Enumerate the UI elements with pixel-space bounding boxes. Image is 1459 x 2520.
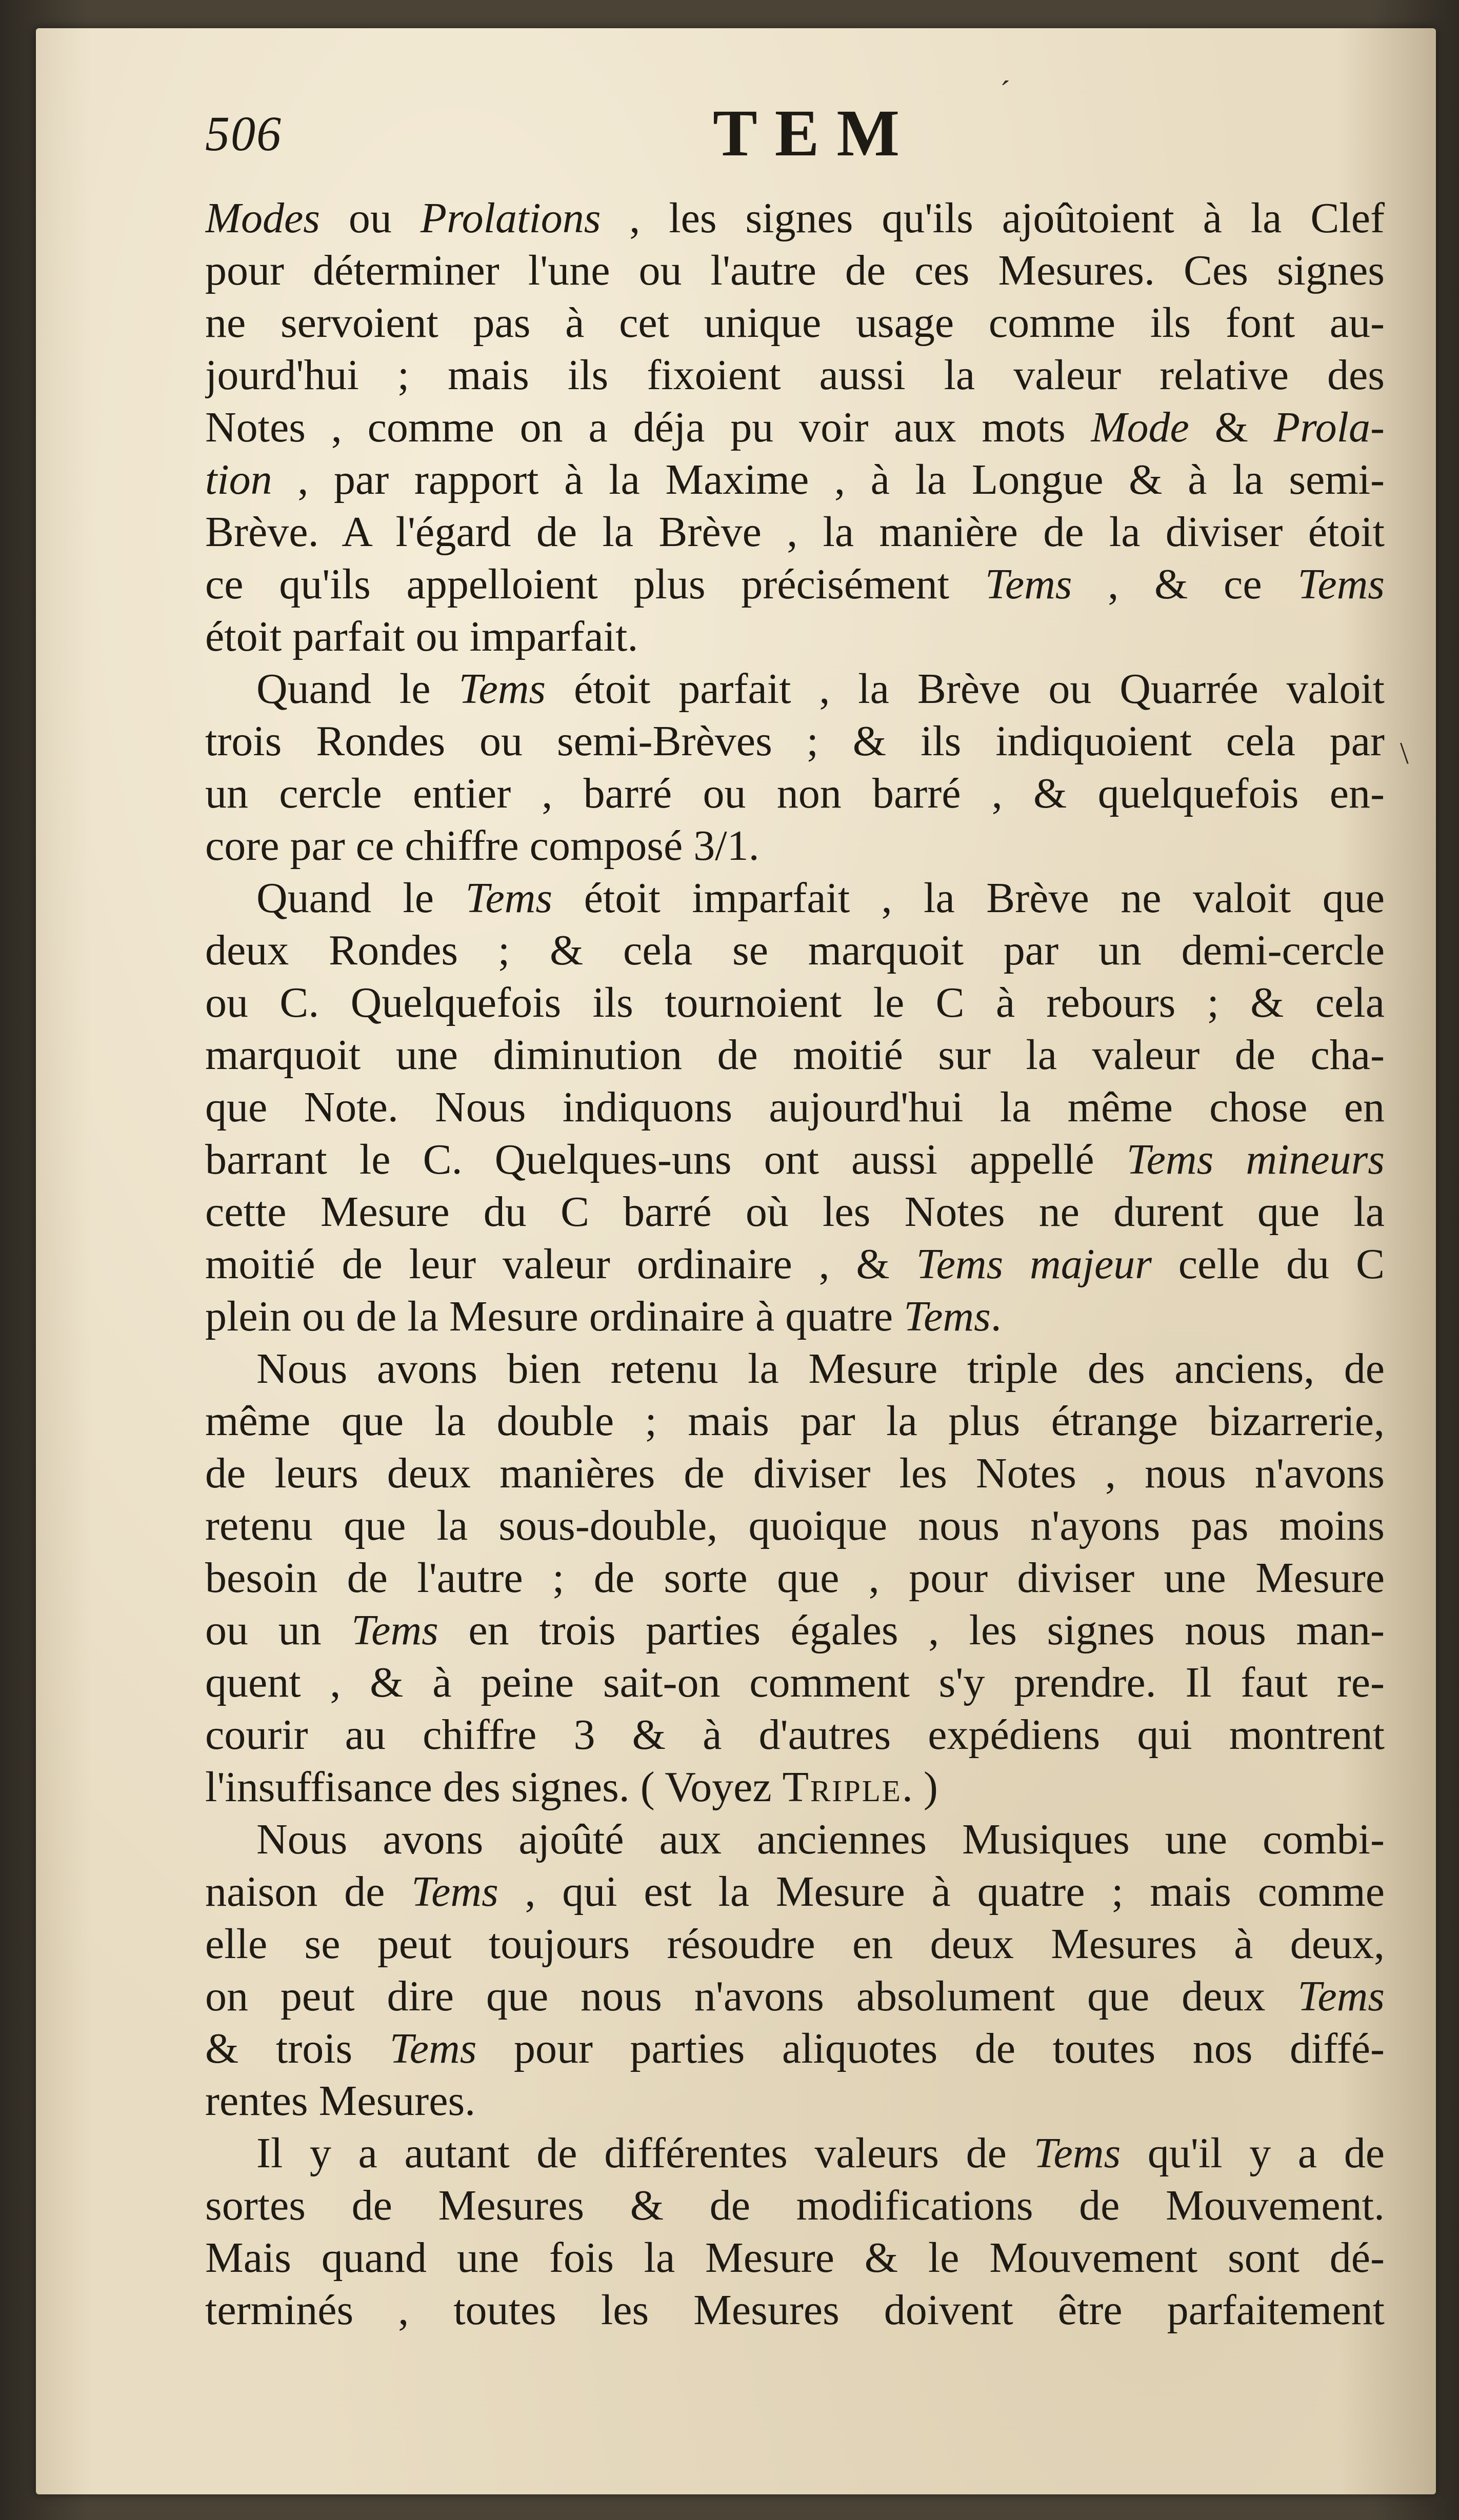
text-line: étoit parfait ou imparfait.	[205, 613, 638, 660]
page-number: 506	[205, 106, 282, 161]
text-line: Mais quand une fois la Mesure & le Mouvement sont dé-	[205, 2234, 1385, 2282]
text-line: core par ce chiffre composé 3/1.	[205, 822, 760, 870]
text-line: pour déterminer l'une ou l'autre de ces Mesures. Ces signes	[205, 247, 1385, 294]
text-line: Quand le Tems étoit imparfait , la Brève ne valoit que	[256, 874, 1385, 922]
text-line: on peut dire que nous n'avons absolument que deux Tems	[205, 1972, 1385, 2020]
text-line: & trois Tems pour parties aliquotes de toutes nos diffé-	[205, 2025, 1385, 2072]
text-line: Brève. A l'égard de la Brève , la manière de la diviser étoit	[205, 508, 1385, 556]
text-line: ce qu'ils appelloient plus précisément Tems , & ce Tems	[205, 560, 1385, 608]
text-line: Modes ou Prolations , les signes qu'ils ajoûtoient à la Clef	[205, 194, 1385, 242]
text-line: Il y a autant de différentes valeurs de Tems qu'il y a de	[256, 2129, 1385, 2177]
text-line: retenu que la sous-double, quoique nous n'ayons pas moins	[205, 1502, 1385, 1549]
body-text	[205, 192, 1385, 2336]
text-line: l'insuffisance des signes. ( Voyez Triple. )	[205, 1763, 938, 1811]
text-line: plein ou de la Mesure ordinaire à quatre Tems.	[205, 1293, 1002, 1340]
text-line: elle se peut toujours résoudre en deux Mesures à deux,	[205, 1920, 1385, 1968]
text-line: quent , & à peine sait-on comment s'y prendre. Il faut re-	[205, 1659, 1385, 1706]
margin-mark: ˊ	[1000, 75, 1010, 109]
text-line: Nous avons bien retenu la Mesure triple des anciens, de	[256, 1345, 1385, 1393]
text-line: ou C. Quelquefois ils tournoient le C à rebours ; & cela	[205, 979, 1385, 1026]
text-line: sortes de Mesures & de modifications de Mouvement.	[205, 2182, 1385, 2229]
text-line: trois Rondes ou semi-Brèves ; & ils indiquoient cela par	[205, 717, 1385, 765]
text-line: de leurs deux manières de diviser les Notes , nous n'avons	[205, 1449, 1385, 1497]
text-line: besoin de l'autre ; de sorte que , pour diviser une Mesure	[205, 1554, 1385, 1602]
text-line: même que la double ; mais par la plus étrange bizarrerie,	[205, 1397, 1385, 1445]
text-line: jourd'hui ; mais ils fixoient aussi la valeur relative des	[205, 351, 1385, 399]
text-line: tion , par rapport à la Maxime , à la Longue & à la semi-	[205, 456, 1385, 503]
text-line: Notes , comme on a déja pu voir aux mots Mode & Prola-	[205, 404, 1385, 451]
text-line: courir au chiffre 3 & à d'autres expédiens qui montrent	[205, 1711, 1385, 1759]
text-line: deux Rondes ; & cela se marquoit par un demi-cercle	[205, 926, 1385, 974]
text-line: Nous avons ajoûté aux anciennes Musiques une combi-	[256, 1816, 1385, 1863]
text-line: terminés , toutes les Mesures doivent être parfaitement	[205, 2286, 1385, 2334]
book-page	[36, 28, 1436, 2494]
text-line: ou un Tems en trois parties égales , les signes nous man-	[205, 1606, 1385, 1654]
text-line: moitié de leur valeur ordinaire , & Tems majeur celle du C	[205, 1240, 1385, 1288]
running-head: TEM	[713, 96, 917, 170]
text-line: naison de Tems , qui est la Mesure à quatre ; mais comme	[205, 1868, 1385, 1916]
text-line: barrant le C. Quelques-uns ont aussi appellé Tems mineurs	[205, 1136, 1385, 1183]
text-line: un cercle entier , barré ou non barré , & quelquefois en-	[205, 770, 1385, 817]
text-line: Quand le Tems étoit parfait , la Brève ou Quarrée valoit	[256, 665, 1385, 713]
margin-mark: \	[1400, 736, 1409, 770]
text-line: rentes Mesures.	[205, 2077, 476, 2125]
text-line: que Note. Nous indiquons aujourd'hui la même chose en	[205, 1083, 1385, 1131]
text-line: marquoit une diminution de moitié sur la valeur de cha-	[205, 1031, 1385, 1079]
text-line: ne servoient pas à cet unique usage comme ils font au-	[205, 299, 1385, 347]
page-header	[205, 95, 1385, 182]
text-line: cette Mesure du C barré où les Notes ne durent que la	[205, 1188, 1385, 1236]
